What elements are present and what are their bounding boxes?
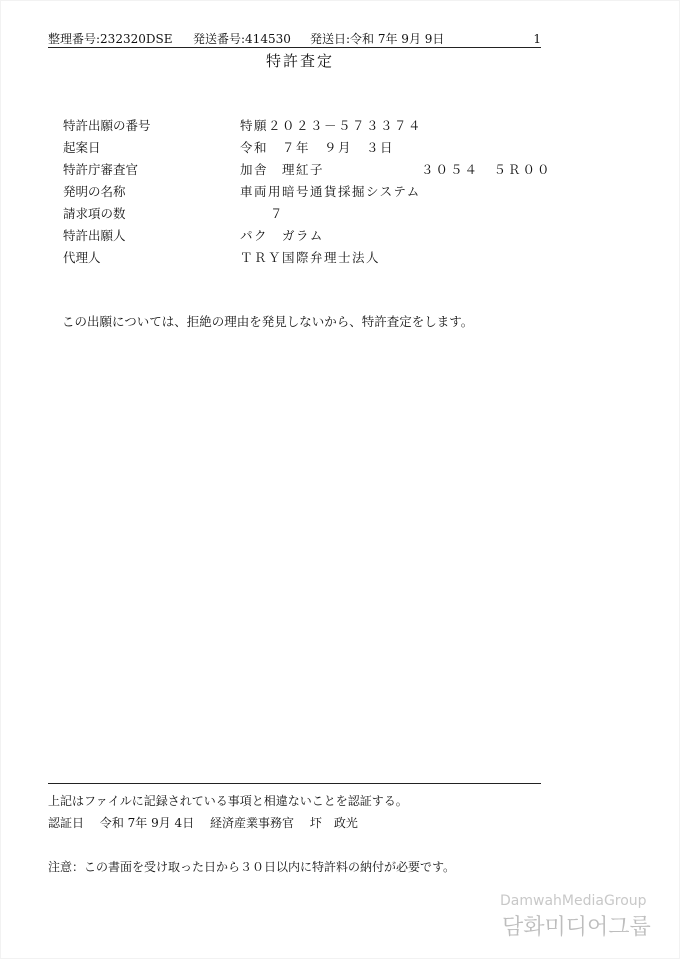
info-value: 車両用暗号通貨採掘システム xyxy=(240,184,421,199)
info-row-claims-count xyxy=(63,204,553,226)
dispatch-date: 発送日:令和 7年 9月 9日 xyxy=(310,32,445,46)
info-label: 特許庁審査官 xyxy=(63,162,139,177)
reference-number: 整理番号:232320DSE xyxy=(48,32,173,46)
examiner-code: ３０５４ ５Ｒ００ xyxy=(421,162,552,177)
info-label: 代理人 xyxy=(63,250,101,265)
cert-official: 圷 政光 xyxy=(309,816,358,830)
footer-divider xyxy=(48,783,541,784)
cert-date: 令和 7年 9月 4日 xyxy=(99,816,195,830)
info-value: ＴＲＹ国際弁理士法人 xyxy=(240,250,381,265)
info-value: 加舎 理紅子 xyxy=(240,162,325,177)
info-label: 特許出願人 xyxy=(63,228,126,243)
watermark-korean: 담화미디어그룹 xyxy=(502,915,651,940)
watermark-latin: DamwahMediaGroup xyxy=(500,893,647,909)
document-title: 特許査定 xyxy=(265,52,334,70)
cert-label: 認証日 xyxy=(48,816,85,830)
info-value: ７ xyxy=(270,206,285,221)
info-label: 特許出願の番号 xyxy=(63,118,151,133)
document-header xyxy=(48,31,541,48)
info-row-agent xyxy=(63,248,553,270)
dispatch-number: 発送番号:414530 xyxy=(193,32,291,46)
info-value: パク ガラム xyxy=(240,228,324,243)
payment-notice: 注意：この書面を受け取った日から３０日以内に特許料の納付が必要です。 xyxy=(48,860,456,874)
info-label: 発明の名称 xyxy=(63,184,126,199)
info-row-draft-date xyxy=(63,138,553,160)
application-info xyxy=(63,116,553,270)
info-row-examiner xyxy=(63,160,553,182)
info-row-applicant xyxy=(63,226,553,248)
certification-date-line xyxy=(48,814,370,832)
info-value: 特願２０２３－５７３３７４ xyxy=(240,118,423,133)
info-row-application-number xyxy=(63,116,553,138)
page-number: 1 xyxy=(533,32,541,46)
info-value: 令和 ７年 ９月 ３日 xyxy=(240,140,395,155)
certification-statement: 上記はファイルに記録されている事項と相違ないことを認証する。 xyxy=(48,794,408,808)
info-label: 起案日 xyxy=(63,140,101,155)
cert-office: 経済産業事務官 xyxy=(210,816,295,830)
info-row-invention-title xyxy=(63,182,553,204)
decision-statement: この出願については、拒絶の理由を発見しないから、特許査定をします。 xyxy=(62,314,474,329)
info-label: 請求項の数 xyxy=(63,206,126,221)
